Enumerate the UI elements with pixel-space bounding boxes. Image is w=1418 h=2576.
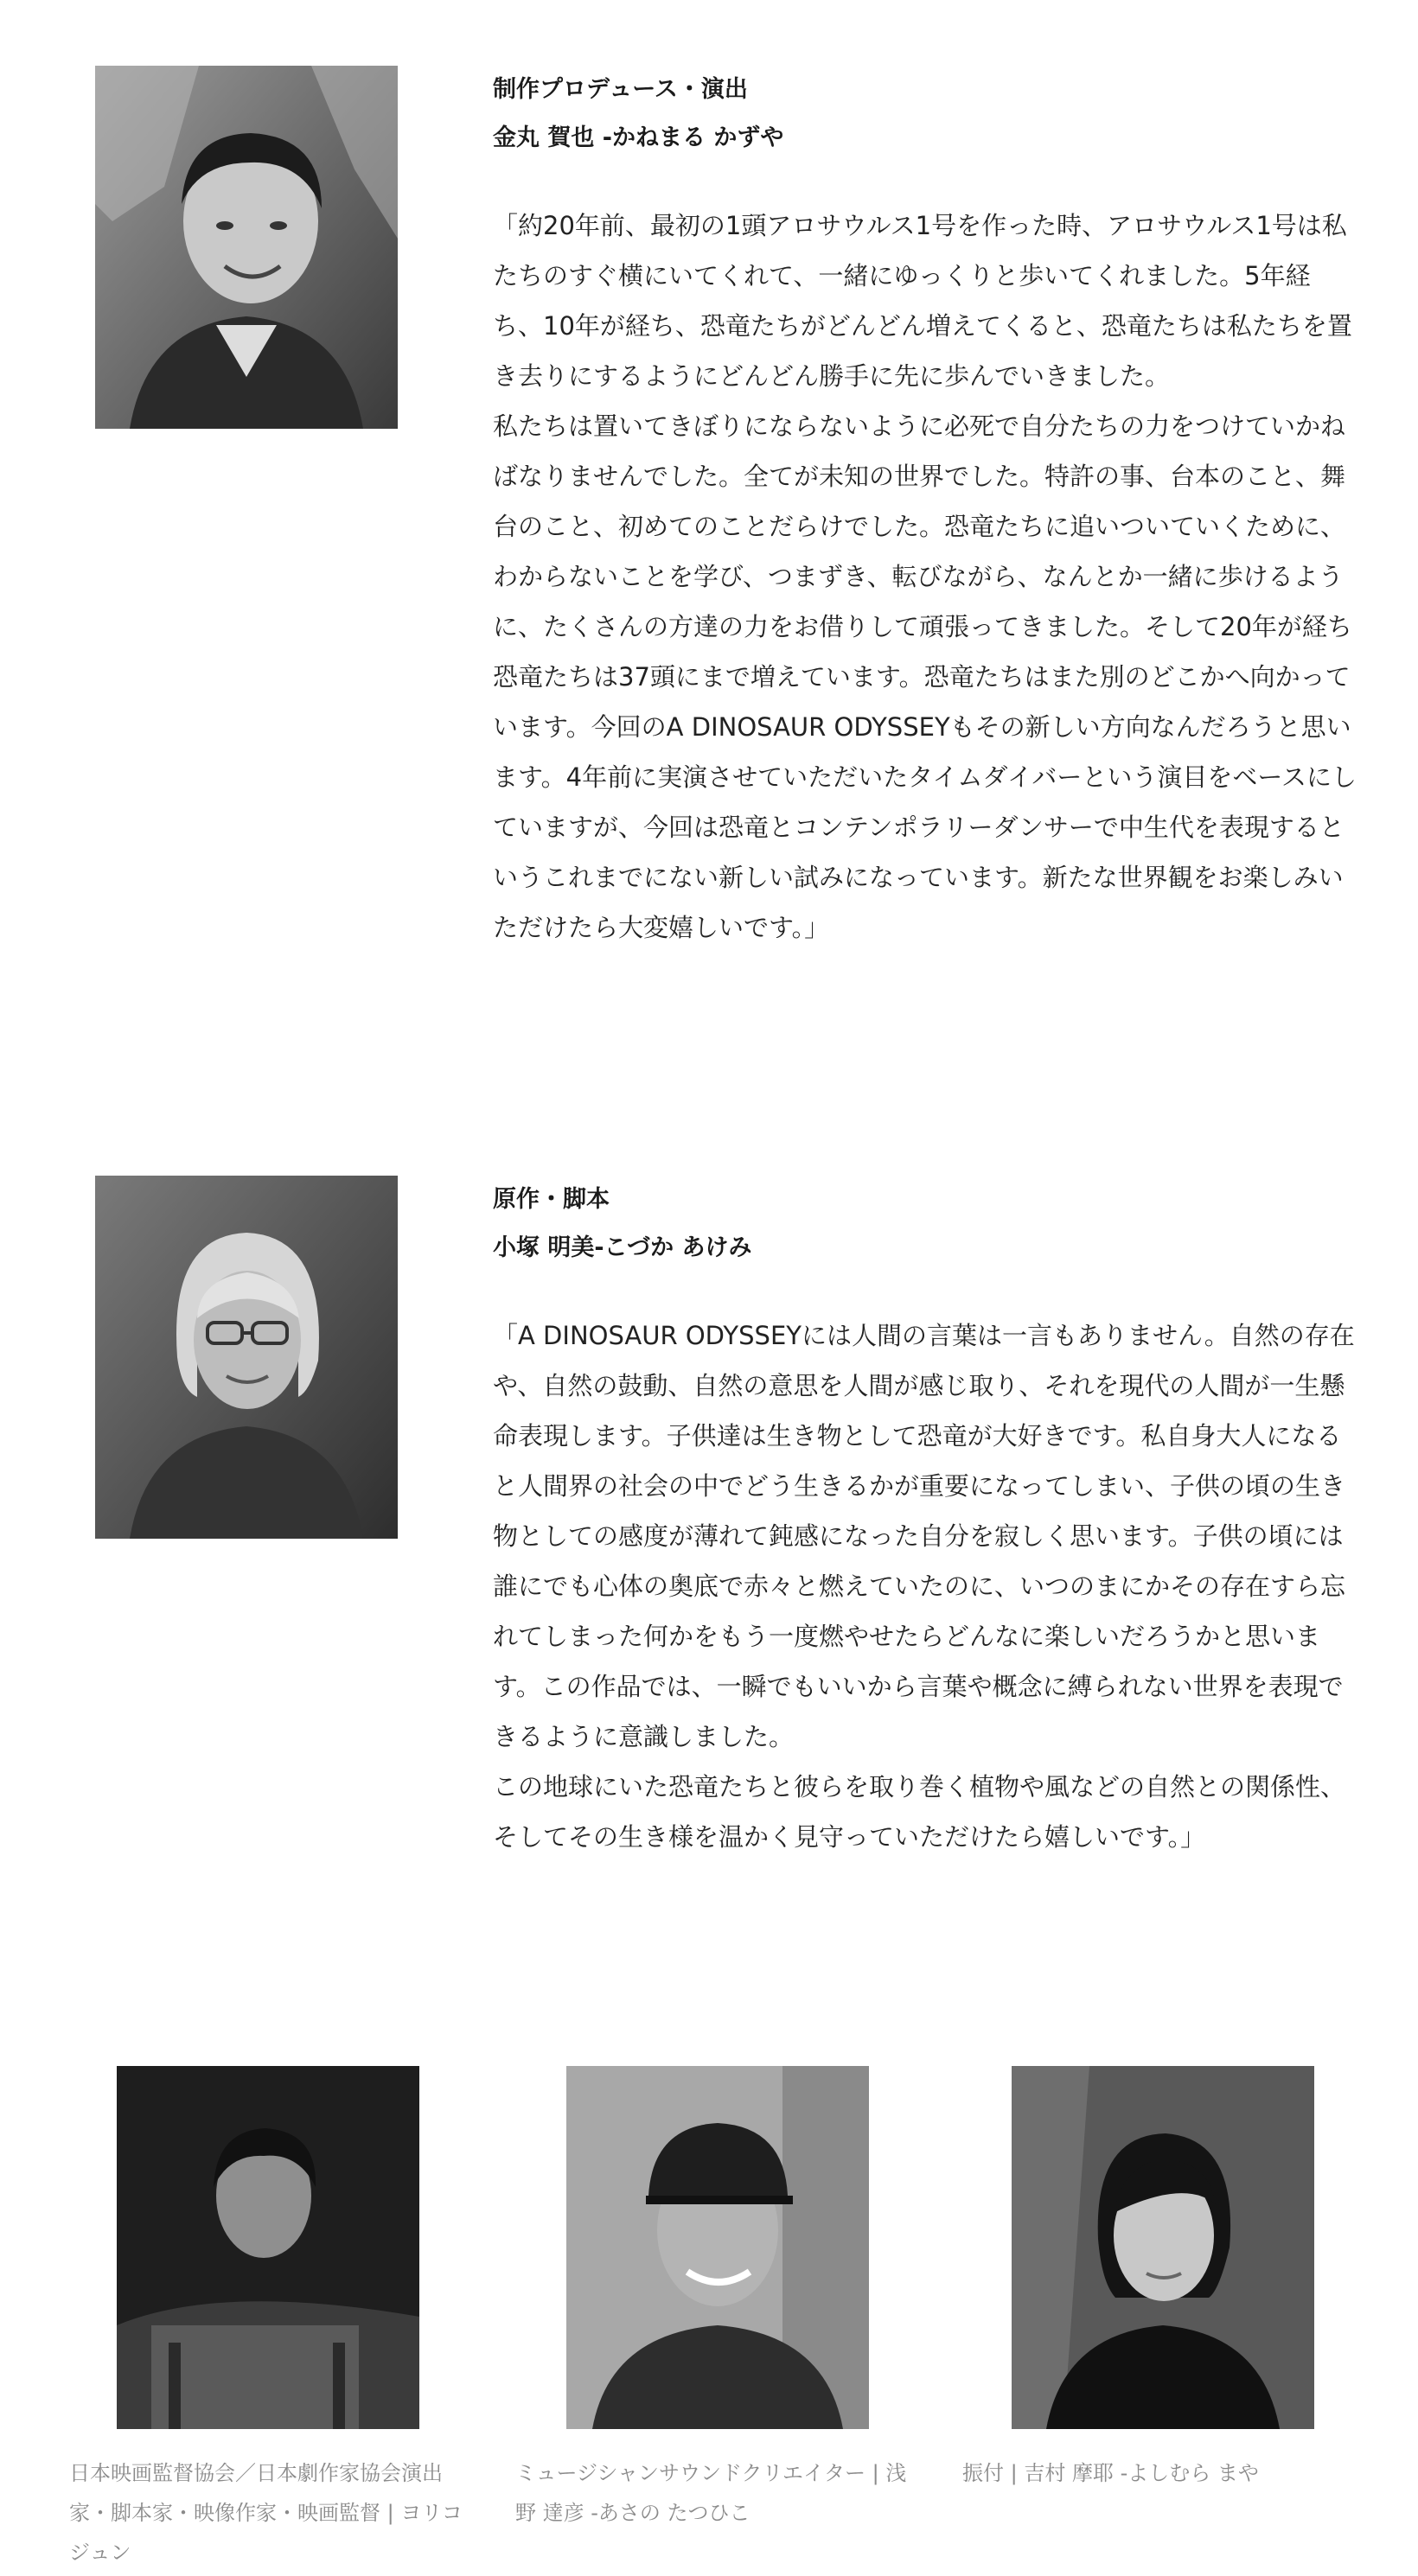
staff-caption: 日本映画監督協会／日本劇作家協会演出家・脚本家・映像作家・映画監督 | ヨリコ ジュン: [69, 2461, 463, 2565]
staff-photo-yoshimura: [1012, 2066, 1314, 2429]
profile-kanemaru: [95, 66, 1357, 1103]
role-title: 原作・脚本: [493, 1186, 610, 1213]
staff-row: [0, 2066, 1418, 2576]
profile-quote: [493, 201, 1357, 953]
staff-photo-asano: [566, 2066, 869, 2429]
portrait-photo-kanemaru: [95, 66, 398, 429]
quote-paragraph: 私たちは置いてきぼりにならないように必死で自分たちの力をつけていかねばなりませんでした。全てが未知の世界でした。特許の事、台本のこと、舞台のこと、初めてのことだらけでした。恐竜たちに追いついていくために、わからないことを学び、つまずき、転びながら、なんとか一緒に歩けるように、たくさんの方達の力をお借りして頑張ってきました。そして20年が経ち恐竜たちは37頭にまで増えています。恐竜たちはまた別のどこかへ向かっています。今回のA DINOSAUR ODYSSEYもその新しい方向なんだろうと思います。4年前に実演させていただいたタイムダイバーという演目をベースにしていますが、今回は恐竜とコンテンポラリーダンサーで中生代を表現するというこれまでにない新しい試みになっています。新たな世界観をお楽しみいただけたら大変嬉しいです。」: [493, 411, 1357, 942]
quote-paragraph: 「A DINOSAUR ODYSSEYには人間の言葉は一言もありません。自然の存在や、自然の鼓動、自然の意思を人間が感じ取り、それを現代の人間が一生懸命表現します。子供達は生き物として恐竜が大好きです。私自身大人になると人間界の社会の中でどう生きるかが重要になってしまい、子供の頃の生き物としての感度が薄れて鈍感になった自分を寂しく思います。子供の頃には誰にでも心体の奥底で赤々と燃えていたのに、いつのまにかその存在すら忘れてしまった何かをもう一度燃やせたらどんなに楽しいだろうかと思います。この作品では、一瞬でもいいから言葉や概念に縛られない世界を表現できるように意識しました。: [493, 1321, 1355, 1751]
staff-card-yoshimura: [1012, 2066, 1314, 2429]
person-name: 金丸 賀也 -かねまる かずや: [493, 124, 784, 151]
profile-quote: [493, 1310, 1357, 1862]
staff-caption: ミュージシャンサウンドクリエイター | 浅野 達彦 -あさの たつひこ: [515, 2461, 907, 2525]
staff-card-yoriko: [117, 2066, 419, 2429]
portrait-illustration: [1012, 2066, 1314, 2429]
person-name: 小塚 明美-こづか あけみ: [493, 1234, 752, 1261]
staff-card-asano: [566, 2066, 869, 2429]
quote-paragraph: この地球にいた恐竜たちと彼らを取り巻く植物や風などの自然との関係性、そしてその生き様を温かく見守っていただけたら嬉しいです。」: [493, 1772, 1346, 1852]
portrait-illustration: [95, 1176, 398, 1539]
portrait-photo-kozuka: [95, 1176, 398, 1539]
profile-text-kozuka: [493, 1176, 1357, 1862]
profile-kozuka: [95, 1176, 1357, 2023]
role-title: 制作プロデュース・演出: [493, 76, 748, 103]
quote-paragraph: 「約20年前、最初の1頭アロサウルス1号を作った時、アロサウルス1号は私たちのすぐ横にいてくれて、一緒にゆっくりと歩いてくれました。5年経ち、10年が経ち、恐竜たちがどんどん増えてくると、恐竜たちは私たちを置き去りにするようにどんどん勝手に先に歩んでいきました。: [493, 211, 1352, 391]
portrait-illustration: [566, 2066, 869, 2429]
staff-photo-yoriko: [117, 2066, 419, 2429]
portrait-illustration: [117, 2066, 419, 2429]
profile-text-kanemaru: [493, 66, 1357, 953]
portrait-illustration: [95, 66, 398, 429]
staff-caption: 振付 | 吉村 摩耶 -よしむら まや: [962, 2461, 1259, 2485]
